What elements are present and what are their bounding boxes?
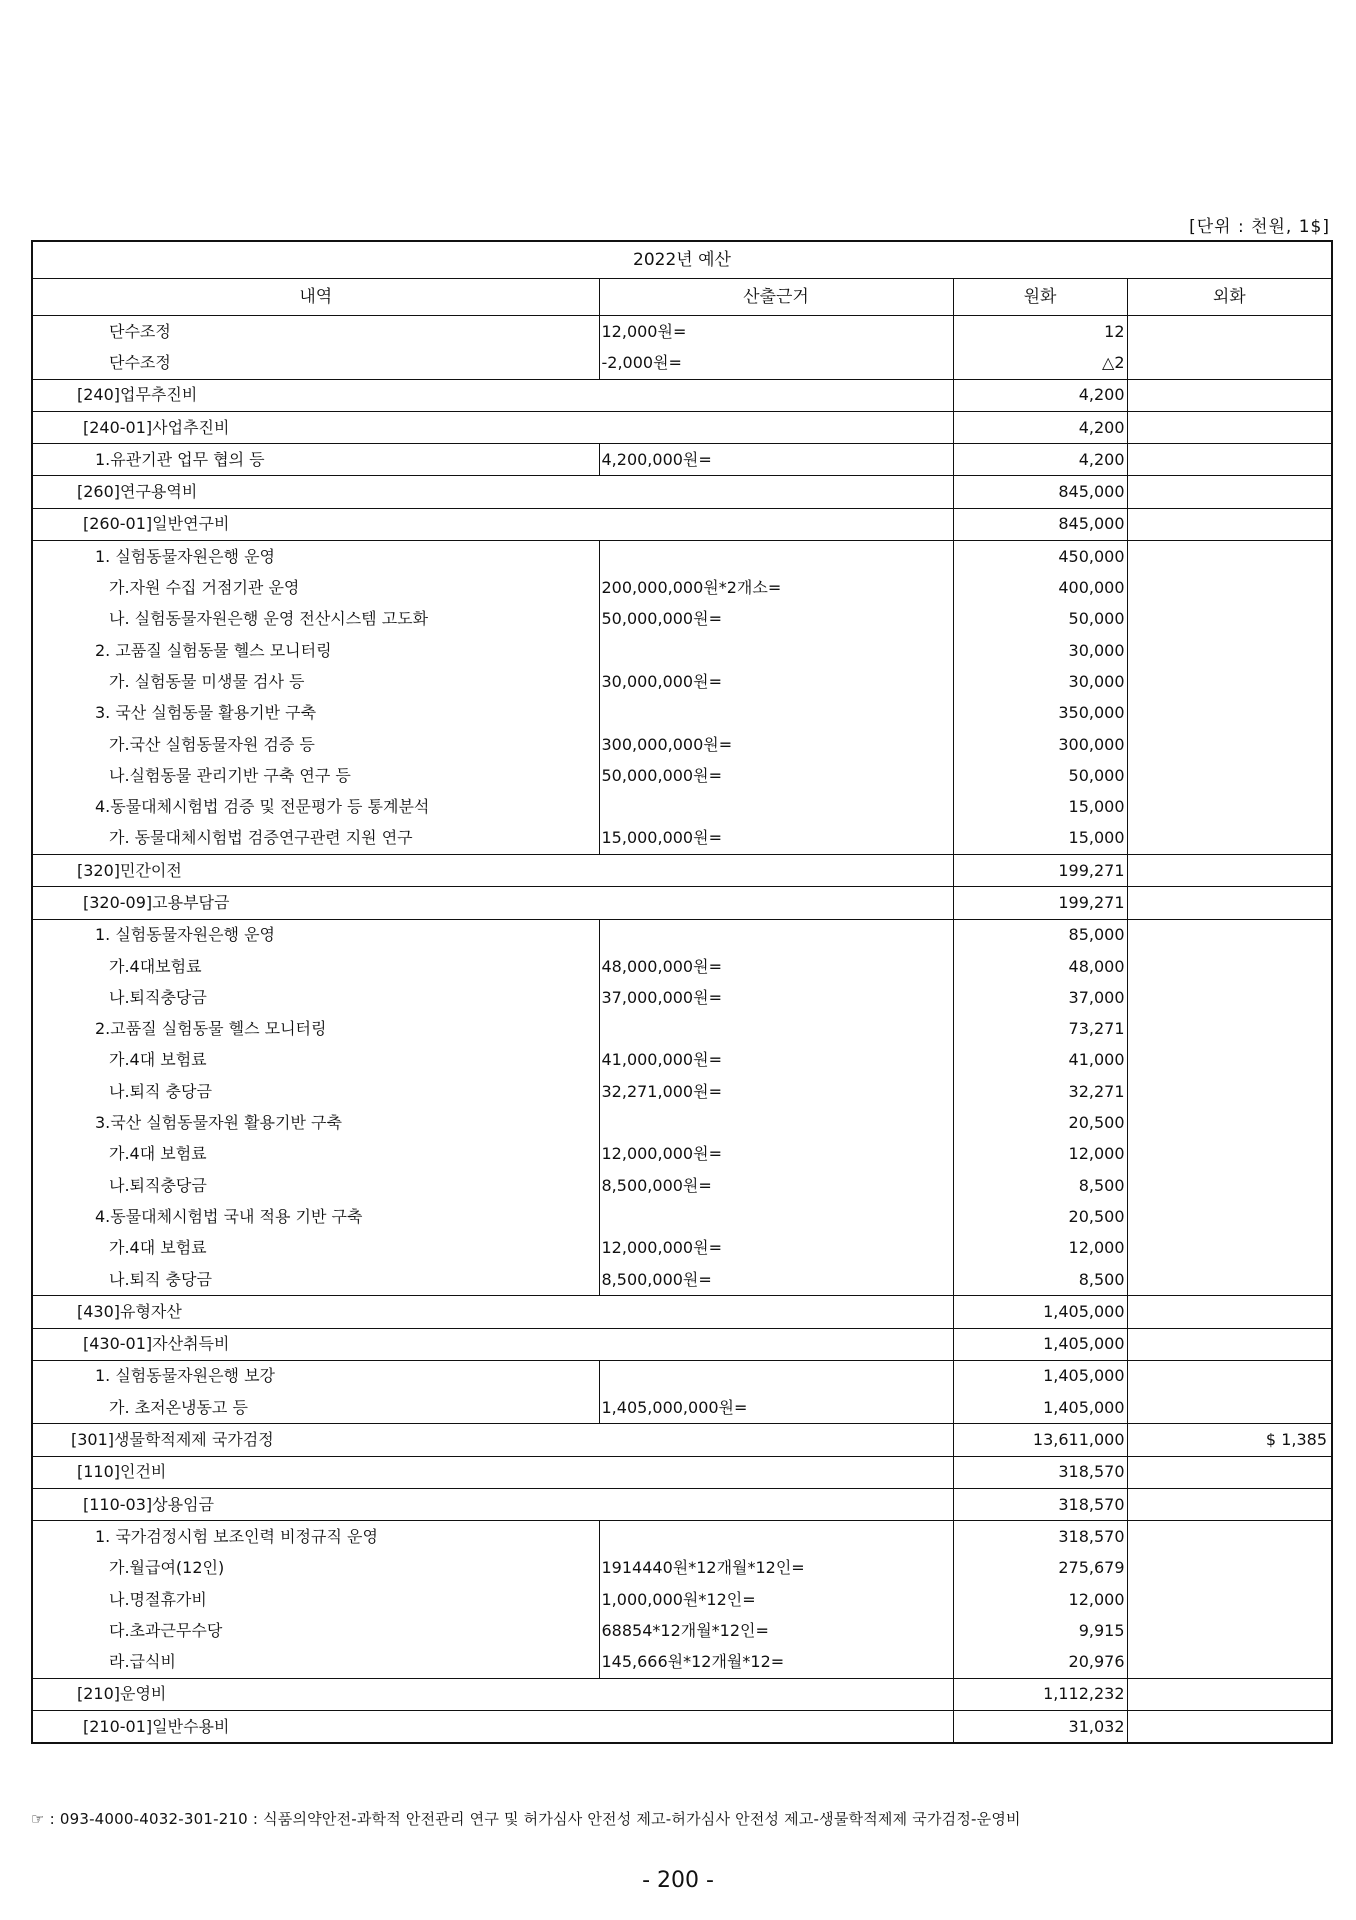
row-krw: 12,000 [953, 1233, 1127, 1264]
table-row [32, 635, 1332, 666]
row-basis: 37,000,000원= [599, 982, 953, 1013]
row-basis: -2,000원= [599, 347, 953, 379]
row-label: 가.4대 보험료 [32, 1045, 599, 1076]
table-row [32, 1553, 1332, 1584]
section-row [32, 411, 1332, 443]
row-krw: 1,405,000 [953, 1360, 1127, 1392]
row-basis: 145,666원*12개월*12= [599, 1646, 953, 1678]
table-header-row [32, 279, 1332, 316]
section-row [32, 508, 1332, 540]
table-row [32, 1014, 1332, 1045]
section-row [32, 1296, 1332, 1328]
table-row [32, 666, 1332, 697]
row-krw: 12 [953, 316, 1127, 348]
table-row [32, 347, 1332, 379]
row-foreign [1127, 347, 1332, 379]
header-foreign: 외화 [1127, 279, 1332, 316]
row-krw: 1,405,000 [953, 1296, 1127, 1328]
section-label: [240]업무추진비 [32, 379, 953, 411]
table-row [32, 316, 1332, 348]
budget-table-body [32, 241, 1332, 1743]
row-basis: 300,000,000원= [599, 729, 953, 760]
table-row [32, 1107, 1332, 1138]
row-basis: 15,000,000원= [599, 823, 953, 855]
row-foreign [1127, 541, 1332, 573]
row-foreign [1127, 476, 1332, 508]
row-basis: 1914440원*12개월*12인= [599, 1553, 953, 1584]
table-row [32, 791, 1332, 822]
row-label: 단수조정 [32, 347, 599, 379]
row-foreign [1127, 1264, 1332, 1296]
row-krw: 318,570 [953, 1521, 1127, 1553]
row-krw: 199,271 [953, 887, 1127, 919]
row-foreign [1127, 1456, 1332, 1488]
row-label: 단수조정 [32, 316, 599, 348]
row-krw: 50,000 [953, 760, 1127, 791]
row-basis: 12,000,000원= [599, 1139, 953, 1170]
section-row [32, 1678, 1332, 1710]
table-row [32, 982, 1332, 1013]
row-foreign [1127, 1233, 1332, 1264]
header-krw: 원화 [953, 279, 1127, 316]
table-row [32, 760, 1332, 791]
row-label: 1. 실험동물자원은행 보강 [32, 1360, 599, 1392]
row-foreign [1127, 1646, 1332, 1678]
row-label: 2. 고품질 실험동물 헬스 모니터링 [32, 635, 599, 666]
row-foreign [1127, 1553, 1332, 1584]
row-basis [599, 698, 953, 729]
table-row [32, 1646, 1332, 1678]
unit-label: [단위 : 천원, 1$] [1189, 217, 1330, 237]
row-foreign [1127, 1392, 1332, 1424]
row-krw: 300,000 [953, 729, 1127, 760]
section-label: [210-01]일반수용비 [32, 1711, 953, 1744]
row-krw: 13,611,000 [953, 1424, 1127, 1456]
row-foreign [1127, 411, 1332, 443]
table-row [32, 604, 1332, 635]
table-row [32, 698, 1332, 729]
row-basis [599, 1107, 953, 1138]
row-label: 가.4대 보험료 [32, 1139, 599, 1170]
row-basis: 1,000,000원*12인= [599, 1584, 953, 1615]
table-row [32, 919, 1332, 951]
section-row [32, 1711, 1332, 1744]
row-basis: 68854*12개월*12인= [599, 1615, 953, 1646]
section-label: [320]민간이전 [32, 855, 953, 887]
row-basis: 32,271,000원= [599, 1076, 953, 1107]
table-row [32, 1170, 1332, 1201]
table-row [32, 1584, 1332, 1615]
row-krw: 350,000 [953, 698, 1127, 729]
row-label: 나.퇴직 충당금 [32, 1076, 599, 1107]
row-basis [599, 635, 953, 666]
section-row [32, 1456, 1332, 1488]
row-krw: 50,000 [953, 604, 1127, 635]
row-label: 2.고품질 실험동물 헬스 모니터링 [32, 1014, 599, 1045]
row-basis: 200,000,000원*2개소= [599, 572, 953, 603]
row-krw: 4,200 [953, 411, 1127, 443]
table-row [32, 1615, 1332, 1646]
row-foreign: $ 1,385 [1127, 1424, 1332, 1456]
row-basis: 8,500,000원= [599, 1170, 953, 1201]
table-row [32, 1139, 1332, 1170]
row-foreign [1127, 1711, 1332, 1744]
section-label: [110-03]상용임금 [32, 1488, 953, 1520]
row-basis: 4,200,000원= [599, 444, 953, 476]
row-krw: 12,000 [953, 1584, 1127, 1615]
row-foreign [1127, 316, 1332, 348]
row-krw: 1,405,000 [953, 1392, 1127, 1424]
row-foreign [1127, 982, 1332, 1013]
page-number: - 200 - [642, 1868, 714, 1893]
row-label: 3.국산 실험동물자원 활용기반 구축 [32, 1107, 599, 1138]
row-foreign [1127, 919, 1332, 951]
table-title: 2022년 예산 [32, 241, 1332, 279]
row-basis: 50,000,000원= [599, 760, 953, 791]
section-row [32, 1488, 1332, 1520]
table-row [32, 444, 1332, 476]
row-basis: 48,000,000원= [599, 951, 953, 982]
table-row [32, 1360, 1332, 1392]
row-foreign [1127, 379, 1332, 411]
row-krw: 845,000 [953, 508, 1127, 540]
row-foreign [1127, 760, 1332, 791]
row-foreign [1127, 1107, 1332, 1138]
row-basis [599, 919, 953, 951]
row-basis [599, 1360, 953, 1392]
row-label: 4.동물대체시험법 검증 및 전문평가 등 통계분석 [32, 791, 599, 822]
row-basis: 41,000,000원= [599, 1045, 953, 1076]
row-label: 나.실험동물 관리기반 구축 연구 등 [32, 760, 599, 791]
row-krw: 8,500 [953, 1170, 1127, 1201]
section-row [32, 476, 1332, 508]
row-label: 나.명절휴가비 [32, 1584, 599, 1615]
row-label: 라.급식비 [32, 1646, 599, 1678]
table-row [32, 1392, 1332, 1424]
section-row [32, 887, 1332, 919]
row-label: 나.퇴직 충당금 [32, 1264, 599, 1296]
row-krw: 85,000 [953, 919, 1127, 951]
row-label: 나.퇴직충당금 [32, 1170, 599, 1201]
row-foreign [1127, 1521, 1332, 1553]
row-krw: 48,000 [953, 951, 1127, 982]
row-krw: 20,500 [953, 1107, 1127, 1138]
row-basis: 12,000원= [599, 316, 953, 348]
row-basis: 50,000,000원= [599, 604, 953, 635]
table-row [32, 1201, 1332, 1232]
row-label: 가.4대 보험료 [32, 1233, 599, 1264]
row-foreign [1127, 729, 1332, 760]
row-basis: 12,000,000원= [599, 1233, 953, 1264]
row-foreign [1127, 1076, 1332, 1107]
row-krw: 15,000 [953, 823, 1127, 855]
section-row [32, 379, 1332, 411]
section-label: [320-09]고용부담금 [32, 887, 953, 919]
row-krw: 318,570 [953, 1488, 1127, 1520]
row-krw: 41,000 [953, 1045, 1127, 1076]
row-foreign [1127, 823, 1332, 855]
row-krw: 8,500 [953, 1264, 1127, 1296]
row-basis [599, 1521, 953, 1553]
budget-table [31, 240, 1333, 1744]
row-foreign [1127, 1678, 1332, 1710]
row-krw: 73,271 [953, 1014, 1127, 1045]
row-krw: 37,000 [953, 982, 1127, 1013]
row-krw: 20,500 [953, 1201, 1127, 1232]
row-foreign [1127, 635, 1332, 666]
section-label: [240-01]사업추진비 [32, 411, 953, 443]
row-krw: 20,976 [953, 1646, 1127, 1678]
table-row [32, 1076, 1332, 1107]
row-basis [599, 541, 953, 573]
row-foreign [1127, 1615, 1332, 1646]
row-foreign [1127, 1488, 1332, 1520]
row-foreign [1127, 791, 1332, 822]
row-foreign [1127, 887, 1332, 919]
section-label: [260]연구용역비 [32, 476, 953, 508]
row-label: 가. 동물대체시험법 검증연구관련 지원 연구 [32, 823, 599, 855]
table-row [32, 729, 1332, 760]
row-foreign [1127, 698, 1332, 729]
row-basis: 1,405,000,000원= [599, 1392, 953, 1424]
row-label: 나.퇴직충당금 [32, 982, 599, 1013]
table-row [32, 541, 1332, 573]
row-label: 1.유관기관 업무 협의 등 [32, 444, 599, 476]
row-label: 나. 실험동물자원은행 운영 전산시스템 고도화 [32, 604, 599, 635]
row-krw: 318,570 [953, 1456, 1127, 1488]
row-foreign [1127, 1139, 1332, 1170]
row-foreign [1127, 572, 1332, 603]
row-basis [599, 1201, 953, 1232]
section-label: [210]운영비 [32, 1678, 953, 1710]
header-basis: 산출근거 [599, 279, 953, 316]
table-row [32, 1045, 1332, 1076]
row-krw: 30,000 [953, 635, 1127, 666]
row-label: 가.국산 실험동물자원 검증 등 [32, 729, 599, 760]
row-label: 가.4대보험료 [32, 951, 599, 982]
row-basis: 30,000,000원= [599, 666, 953, 697]
row-krw: 30,000 [953, 666, 1127, 697]
section-row [32, 1424, 1332, 1456]
section-label: [430]유형자산 [32, 1296, 953, 1328]
row-foreign [1127, 1201, 1332, 1232]
section-label: [110]인건비 [32, 1456, 953, 1488]
row-basis [599, 791, 953, 822]
row-foreign [1127, 508, 1332, 540]
row-krw: 400,000 [953, 572, 1127, 603]
row-label: 가. 초저온냉동고 등 [32, 1392, 599, 1424]
row-label: 1. 실험동물자원은행 운영 [32, 541, 599, 573]
row-label: 가. 실험동물 미생물 검사 등 [32, 666, 599, 697]
row-krw: 31,032 [953, 1711, 1127, 1744]
row-foreign [1127, 1328, 1332, 1360]
row-foreign [1127, 444, 1332, 476]
row-foreign [1127, 1045, 1332, 1076]
row-krw: 4,200 [953, 379, 1127, 411]
row-label: 4.동물대체시험법 국내 적용 기반 구축 [32, 1201, 599, 1232]
row-label: 가.자원 수집 거점기관 운영 [32, 572, 599, 603]
header-description: 내역 [32, 279, 599, 316]
row-label: 가.월급여(12인) [32, 1553, 599, 1584]
row-foreign [1127, 1014, 1332, 1045]
footnote: ☞ : 093-4000-4032-301-210 : 식품의약안전-과학적 안전관리 연구 및 허가심사 안전성 제고-허가심사 안전성 제고-생물학적제제 국가검정-운영비 [31, 1810, 1021, 1828]
row-basis [599, 1014, 953, 1045]
row-foreign [1127, 1584, 1332, 1615]
row-krw: 9,915 [953, 1615, 1127, 1646]
table-row [32, 823, 1332, 855]
row-krw: 199,271 [953, 855, 1127, 887]
row-label: 3. 국산 실험동물 활용기반 구축 [32, 698, 599, 729]
section-row [32, 855, 1332, 887]
row-krw: 845,000 [953, 476, 1127, 508]
section-label: [430-01]자산취득비 [32, 1328, 953, 1360]
table-row [32, 1521, 1332, 1553]
table-row [32, 1233, 1332, 1264]
row-krw: 1,405,000 [953, 1328, 1127, 1360]
row-krw: 32,271 [953, 1076, 1127, 1107]
row-label: 다.초과근무수당 [32, 1615, 599, 1646]
section-row [32, 1328, 1332, 1360]
row-label: 1. 실험동물자원은행 운영 [32, 919, 599, 951]
row-foreign [1127, 1296, 1332, 1328]
row-krw: 1,112,232 [953, 1678, 1127, 1710]
row-krw: 15,000 [953, 791, 1127, 822]
table-row [32, 572, 1332, 603]
row-basis: 8,500,000원= [599, 1264, 953, 1296]
row-krw: 275,679 [953, 1553, 1127, 1584]
table-row [32, 951, 1332, 982]
section-label: [260-01]일반연구비 [32, 508, 953, 540]
row-foreign [1127, 855, 1332, 887]
row-krw: 4,200 [953, 444, 1127, 476]
row-krw: 450,000 [953, 541, 1127, 573]
row-krw: △2 [953, 347, 1127, 379]
row-foreign [1127, 951, 1332, 982]
row-krw: 12,000 [953, 1139, 1127, 1170]
row-foreign [1127, 604, 1332, 635]
row-label: 1. 국가검정시험 보조인력 비정규직 운영 [32, 1521, 599, 1553]
table-title-row [32, 241, 1332, 279]
section-label: [301]생물학적제제 국가검정 [32, 1424, 953, 1456]
row-foreign [1127, 1170, 1332, 1201]
row-foreign [1127, 666, 1332, 697]
table-row [32, 1264, 1332, 1296]
row-foreign [1127, 1360, 1332, 1392]
